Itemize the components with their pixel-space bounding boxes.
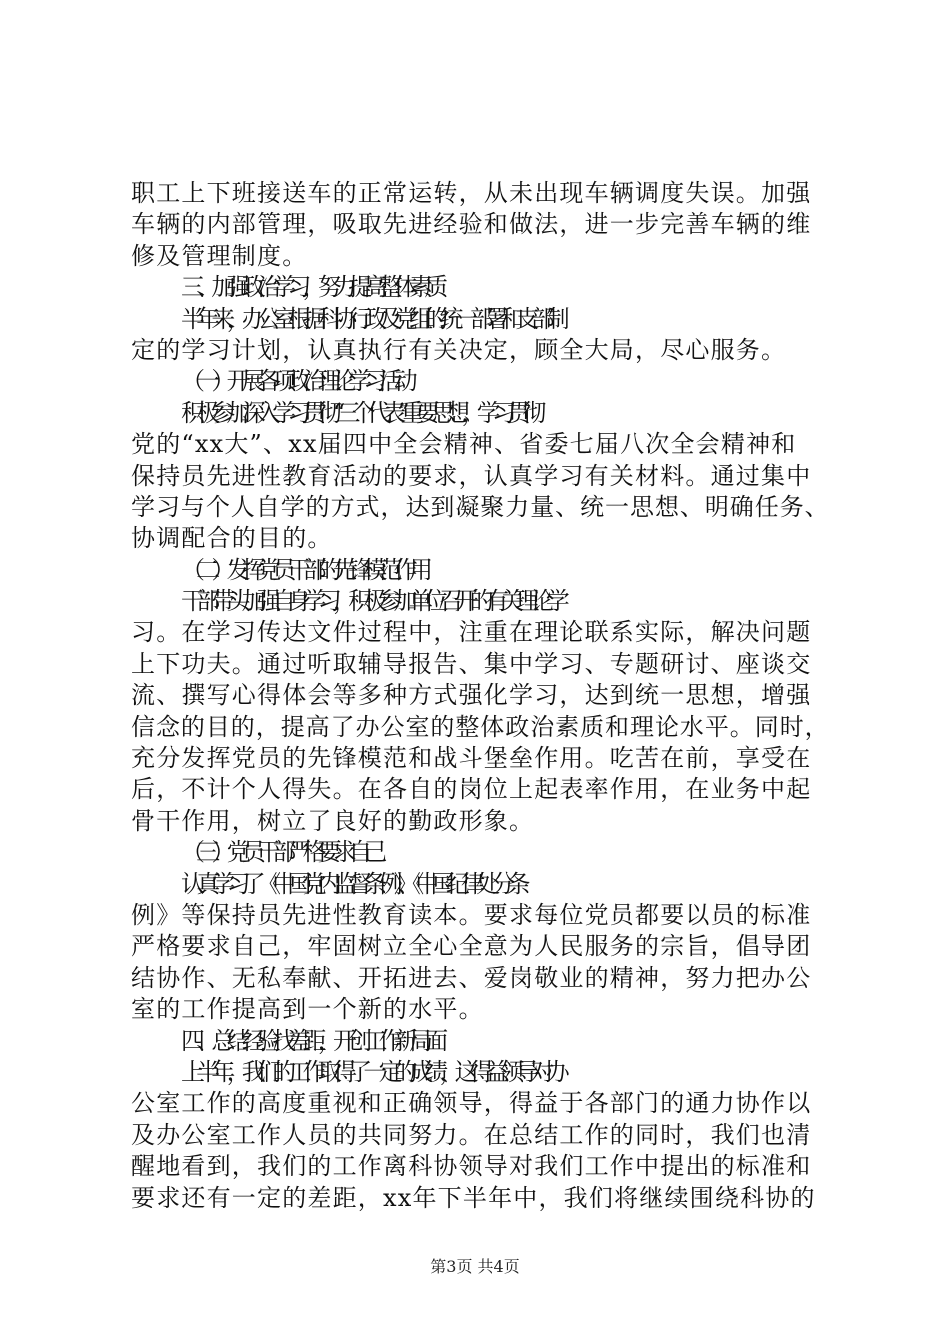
text-line: 三、加强政治学习，努力提高整体素质: [181, 273, 440, 302]
text-line: 室的工作提高到一个新的水平。: [131, 995, 484, 1024]
text-line: 充分发挥党员的先锋模范和战斗堡垒作用。吃苦在前，享受在: [131, 744, 812, 773]
text-line: 例》等保持员先进性教育读本。要求每位党员都要以员的标准: [131, 900, 812, 929]
text-line: 骨干作用，树立了良好的勤政形象。: [131, 806, 535, 835]
text-line: 定的学习计划，认真执行有关决定，顾全大局，尽心服务。: [131, 335, 787, 364]
text-line: 保持员先进性教育活动的要求，认真学习有关材料。通过集中: [131, 461, 812, 490]
text-line: 公室工作的高度重视和正确领导，得益于各部门的通力协作以: [131, 1089, 812, 1118]
text-line: 习。在学习传达文件过程中，注重在理论联系实际，解决问题: [131, 618, 812, 647]
text-line: 职工上下班接送车的正常运转，从未出现车辆调度失误。加强: [131, 179, 812, 207]
text-line: 干部带头加强自身学习，积极参加单位召开的有关理论学: [181, 587, 561, 616]
document-body: [131, 178, 831, 1214]
text-line: 协调配合的目的。: [131, 524, 333, 553]
text-line: 四、总结经验找差距，开创工作新局面: [181, 1026, 440, 1055]
text-line: 半年来，办公室根据科协行政及党组的统一部署和支部制: [181, 304, 561, 333]
text-line: 上半年，我们的工作取得了一定的成绩，这得益领导对办: [181, 1057, 561, 1086]
text-line: （一）开展各项政治理论学习活动: [181, 367, 409, 396]
text-line: 党的“xx大”、xx届四中全会精神、省委七届八次全会精神和: [131, 430, 797, 459]
text-line: 上下功夫。通过听取辅导报告、集中学习、专题研讨、座谈交: [131, 649, 812, 678]
text-line: 严格要求自己，牢固树立全心全意为人民服务的宗旨，倡导团: [131, 932, 812, 961]
text-line: 认真学习了《中国党内监督条例》、《中国纪律处分条: [181, 869, 522, 898]
text-line: （二）发挥党员干部的先锋模范作用: [181, 555, 425, 584]
text-line: 及办公室工作人员的共同努力。在总结工作的同时，我们也清: [131, 1120, 812, 1149]
text-line: 后，不计个人得失。在各自的岗位上起表率作用，在业务中起: [131, 775, 812, 804]
page-footer: 第3页 共4页: [430, 1257, 520, 1276]
text-line: （三）党员干部严格要求自己: [181, 838, 379, 867]
text-line: 信念的目的，提高了办公室的整体政治素质和理论水平。同时，: [131, 712, 830, 741]
text-line: 醒地看到，我们的工作离科协领导对我们工作中提出的标准和: [131, 1152, 812, 1181]
text-line: 积极参加深入学习贯彻“三个代表”重要思想，学习贯彻: [181, 398, 538, 427]
text-line: 要求还有一定的差距，xx年下半年中，我们将继续围绕科协的: [131, 1183, 816, 1212]
text-line: 学习与个人自学的方式，达到凝聚力量、统一思想、明确任务、: [131, 492, 830, 521]
text-line: 流、撰写心得体会等多种方式强化学习，达到统一思想，增强: [131, 681, 812, 710]
text-line: 修及管理制度。: [131, 241, 308, 270]
text-line: 车辆的内部管理，吸取先进经验和做法，进一步完善车辆的维: [131, 210, 812, 239]
text-line: 结协作、无私奉献、开拓进去、爱岗敬业的精神，努力把办公: [131, 963, 812, 992]
